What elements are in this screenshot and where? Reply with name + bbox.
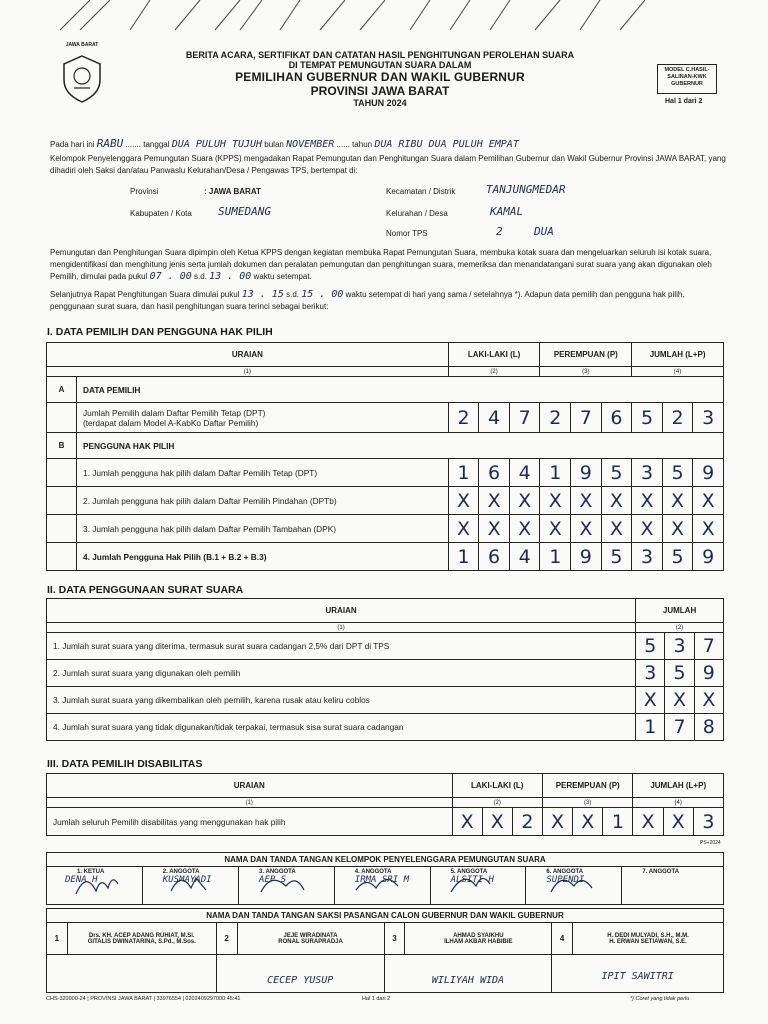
digit-box: 1 — [636, 714, 665, 741]
title-line-2: DI TEMPAT PEMUNGUTAN SUARA DALAM — [288, 60, 472, 70]
s1-a-title: DATA PEMILIH — [76, 377, 723, 403]
digit-box: X — [601, 487, 632, 515]
digit-box: X — [571, 487, 602, 515]
digit-box: X — [571, 515, 602, 543]
digit-box: X — [540, 515, 571, 543]
time1-start: 07 . 00 — [149, 271, 192, 282]
saksi-sign-2-name: CECEP YUSUP — [267, 975, 334, 986]
b2-label: 2. Jumlah pengguna hak pilih dalam Daftar Pemilih Pindahan (DPTb) — [76, 487, 448, 515]
kabupaten-value: SUMEDANG — [218, 205, 271, 218]
dpt-label: Jumlah Pemilih dalam Daftar Pemilih Tetap (DPT) — [82, 407, 266, 418]
digit-box: X — [693, 515, 724, 543]
digit-box: 5 — [632, 403, 663, 433]
section-3-code: PS+2024 — [700, 840, 721, 846]
digit-box: 9 — [571, 459, 602, 487]
digit-box: X — [633, 808, 663, 836]
saksi-signature-table — [46, 908, 724, 993]
digit-box: 5 — [601, 543, 632, 571]
document-title — [120, 50, 640, 108]
saksi-sign-4-name: IPIT SAWITRI — [601, 971, 674, 982]
saksi-no-4: 4 — [552, 923, 573, 955]
time1-sd: s.d. — [194, 272, 207, 281]
s2-col-jumlah: JUMLAH — [636, 599, 724, 623]
digit-box: X — [542, 808, 572, 836]
digit-box: X — [479, 487, 510, 515]
digit-box: X — [665, 687, 694, 714]
label-tanggal: tanggal — [143, 140, 170, 149]
digit-box: 5 — [601, 459, 632, 487]
saksi-pair-1 — [67, 923, 216, 955]
digit-box: 4 — [509, 543, 540, 571]
provinsi-label: Provinsi — [130, 187, 159, 196]
digit-box: 3 — [665, 633, 694, 660]
digit-box: 8 — [694, 714, 723, 741]
saksi-pair-1-name1: Drs. KH. ACEP ADANG RUHIAT, M.Si. — [88, 932, 195, 939]
kpps-signature-6 — [551, 880, 592, 892]
section-2-title: II. DATA PENGGUNAAN SURAT SUARA — [47, 584, 244, 596]
s1-a-label: A — [47, 377, 77, 403]
time1-suffix: waktu setempat. — [253, 272, 312, 281]
digit-box: 2 — [512, 808, 542, 836]
s2-row-1 — [47, 633, 724, 660]
digit-box: 6 — [479, 543, 510, 571]
dpt-label-cell — [76, 403, 448, 433]
label-pada-hari-ini: Pada hari ini — [50, 140, 95, 149]
kpps-role: 2. ANGGOTA — [162, 869, 200, 875]
saksi-title: NAMA DAN TANDA TANGAN SAKSI PASANGAN CALON GUBERNUR DAN WAKIL GUBERNUR — [47, 909, 724, 923]
model-box: MODEL C.HASIL-SALINAN-KWK GUBERNUR — [657, 64, 717, 94]
saksi-pair-2 — [237, 923, 384, 955]
s3-n3: (3) — [542, 798, 632, 808]
digit-box: 3 — [693, 808, 723, 836]
jawa-barat-logo — [56, 42, 108, 106]
digit-box: 1 — [540, 459, 571, 487]
label-bulan: bulan — [264, 140, 284, 149]
s1-n4: (4) — [632, 367, 724, 377]
b1-row — [47, 459, 724, 487]
digit-box: X — [601, 515, 632, 543]
counting-prefix: Selanjutnya Rapat Penghitungan Suara dimulai pukul — [50, 290, 240, 299]
digit-box: 7 — [509, 403, 540, 433]
time2-sd: s.d. — [286, 290, 299, 299]
digit-box: 9 — [693, 543, 724, 571]
procedure-paragraph — [50, 247, 730, 283]
section-3-table — [46, 773, 724, 836]
kelurahan-label: Kelurahan / Desa — [386, 209, 448, 218]
section-1-title: I. DATA PEMILIH DAN PENGGUNA HAK PILIH — [47, 326, 273, 338]
digit-box: X — [636, 687, 665, 714]
footer-left: CHS-320000-24 | PROVINSI JAWA BARAT | 33976554 | 0202409297000:45:41 — [46, 996, 241, 1002]
procedure-text: Pemungutan dan Penghitungan Suara dipimpin oleh Ketua KPPS dengan kegiatan membuka Rapat Pemungutan Suara, membuka kotak suara dan mengeluarkan seluruh isi kotak suara, mengidentifikasi dan menghitung jenis serta jumlah dokumen dan peralatan pemungutan dan penghitungan suara, memeriksa dan menandatangani surat suara yang akan digunakan oleh Pemilih, dimulai pada pukul — [50, 248, 712, 281]
s2-row-2-label: 2. Jumlah surat suara yang digunakan oleh pemilih — [47, 660, 636, 687]
counting-paragraph — [50, 289, 730, 313]
s1-col-l: LAKI-LAKI (L) — [448, 343, 540, 367]
time2-end: 15 . 00 — [301, 289, 344, 300]
tps-value: 2 — [496, 225, 503, 238]
kpps-signature-1 — [76, 880, 118, 894]
saksi-pair-4-name2: H. ERWAN SETIAWAN, S.E. — [609, 938, 687, 945]
kpps-name: DENA H — [65, 875, 98, 885]
title-line-1: BERITA ACARA, SERTIFIKAT DAN CATATAN HASIL PENGHITUNGAN PEROLEHAN SUARA — [185, 50, 575, 60]
s1-n2: (2) — [448, 367, 540, 377]
s3-col-lp: JUMLAH (L+P) — [633, 774, 724, 798]
digit-box: 5 — [636, 633, 665, 660]
digit-box: X — [448, 515, 479, 543]
s3-col-l: LAKI-LAKI (L) — [452, 774, 542, 798]
digit-box: 5 — [662, 459, 693, 487]
saksi-sign-3 — [384, 955, 552, 993]
saksi-pair-3 — [405, 923, 552, 955]
saksi-pair-3-name2: ILHAM AKBAR HABIBIE — [444, 938, 513, 945]
kpps-role: 4. ANGGOTA — [354, 869, 392, 875]
digit-box: X — [540, 487, 571, 515]
kpps-name: AEP S — [259, 875, 287, 885]
section-2-table — [46, 598, 724, 741]
digit-box: 1 — [448, 543, 479, 571]
s1-n1: (1) — [47, 367, 449, 377]
digit-box: X — [509, 487, 540, 515]
b3-row — [47, 515, 724, 543]
s1-col-lp: JUMLAH (L+P) — [632, 343, 724, 367]
digit-box: 4 — [509, 459, 540, 487]
saksi-sign-2 — [216, 955, 384, 993]
footer-right: *) Coret yang tidak perlu — [630, 996, 690, 1002]
digit-box: X — [479, 515, 510, 543]
title-line-3: PEMILIHAN GUBERNUR DAN WAKIL GUBERNUR — [235, 70, 525, 84]
kpps-title: NAMA DAN TANDA TANGAN KELOMPOK PENYELENGGARA PEMUNGUTAN SUARA — [47, 853, 724, 867]
digit-box: 9 — [694, 660, 723, 687]
kabupaten-label: Kabupaten / Kota — [130, 209, 192, 218]
kecamatan-label: Kecamatan / Distrik — [386, 187, 456, 196]
kpps-signature-2 — [171, 878, 206, 891]
s2-n2: (2) — [636, 623, 724, 633]
b2-row — [47, 487, 724, 515]
digit-box: 9 — [571, 543, 602, 571]
s1-b-label: B — [47, 433, 77, 459]
s2-row-1-label: 1. Jumlah surat suara yang diterima, termasuk surat suara cadangan 2,5% dari DPT di TPS — [47, 633, 636, 660]
s1-n3: (3) — [540, 367, 632, 377]
digit-box: 6 — [601, 403, 632, 433]
saksi-sign-4 — [552, 955, 724, 993]
s3-col-uraian: URAIAN — [47, 774, 453, 798]
s3-n4: (4) — [633, 798, 724, 808]
digit-box: 7 — [571, 403, 602, 433]
digit-box: 3 — [632, 459, 663, 487]
kpps-signature-4 — [356, 879, 398, 890]
tps-words: DUA — [534, 225, 554, 238]
kpps-name: IRMA SRI M — [354, 875, 409, 885]
digit-box: 5 — [662, 543, 693, 571]
digit-box: 3 — [632, 543, 663, 571]
logo-text: JAWA BARAT — [65, 42, 99, 48]
s3-col-p: PEREMPUAN (P) — [542, 774, 632, 798]
s2-n1: (1) — [47, 623, 636, 633]
hari-value: RABU — [96, 137, 124, 150]
s2-row-4-label: 4. Jumlah surat suara yang tidak digunakan/tidak terpakai, termasuk sisa surat suara cadangan — [47, 714, 636, 741]
saksi-sign-3-name: WILIYAH WIDA — [431, 975, 505, 986]
tps-label: Nomor TPS — [386, 229, 428, 238]
counting-suffix: waktu setempat di hari yang sama / setelahnya *). Adapun data pemilih dan pengguna hak pilih, penggunaan surat suara, dan hasil penghitungan suara terinci sebagai berikut: — [50, 290, 685, 311]
s2-row-3-label: 3. Jumlah surat suara yang dikembalikan oleh pemilih, karena rusak atau keliru coblos — [47, 687, 636, 714]
kpps-signature-3 — [261, 880, 304, 892]
digit-box: 7 — [694, 633, 723, 660]
saksi-pair-2-name2: RONAL SURAPRADJA — [278, 938, 343, 945]
s3-row — [47, 808, 724, 836]
saksi-pair-3-name1: AHMAD SYAIKHU — [453, 932, 504, 939]
label-tahun: tahun — [352, 140, 373, 149]
s3-n1: (1) — [47, 798, 453, 808]
digit-box: 4 — [479, 403, 510, 433]
digit-box: 5 — [665, 660, 694, 687]
footer-middle: Hal 1 dari 2 — [362, 996, 391, 1002]
b4-row — [47, 543, 724, 571]
digit-box: 7 — [665, 714, 694, 741]
s2-row-4 — [47, 714, 724, 741]
digit-box: 3 — [636, 660, 665, 687]
digit-box: X — [694, 687, 723, 714]
page-number: Hal 1 dari 2 — [665, 98, 703, 105]
intro-paragraph: Kelompok Penyelenggara Pemungutan Suara (KPPS) mengadakan Rapat Pemungutan dan Penghitungan Suara dalam Pemilihan Gubernur dan Wakil Gubernur Provinsi JAWA BARAT, yang dihadiri oleh Saksi dan/atau Panwaslu Kelurahan/Desa / Pengawas TPS, bertempat di: — [50, 154, 726, 175]
intro-date-line: Pada hari ini RABU ....... tanggal DUA PULUH TUJUH bulan NOVEMBER ...... tahun DUA RIBU DUA PULUH EMPAT — [50, 137, 519, 150]
kecamatan-value: TANJUNGMEDAR — [486, 183, 566, 196]
digit-box: X — [452, 808, 482, 836]
saksi-no-1: 1 — [47, 923, 68, 955]
s1-col-uraian: URAIAN — [47, 343, 449, 367]
tanggal-value: DUA PULUH TUJUH — [171, 139, 263, 150]
saksi-pair-1-name2: GITALIS DWINATARINA, S.Pd., M.Sos. — [87, 938, 196, 945]
digit-box: 6 — [479, 459, 510, 487]
kpps-role: 5. ANGGOTA — [450, 869, 488, 875]
kpps-signature-scribbles — [46, 866, 724, 906]
kpps-role: 3. ANGGOTA — [259, 869, 296, 875]
kpps-role: 1. KETUA — [77, 869, 105, 875]
saksi-pair-2-name1: JEJE WIRADINATA — [283, 932, 338, 939]
section-3-title: III. DATA PEMILIH DISABILITAS — [47, 758, 203, 770]
kpps-name: KUSMAYADI — [162, 875, 212, 885]
digit-box: X — [482, 808, 512, 836]
digit-box: 2 — [662, 403, 693, 433]
digit-box: X — [663, 808, 693, 836]
digit-box: 9 — [693, 459, 724, 487]
digit-box: 2 — [540, 403, 571, 433]
tahun-value: DUA RIBU DUA PULUH EMPAT — [374, 139, 519, 150]
s2-col-uraian: URAIAN — [47, 599, 636, 623]
saksi-sign-1 — [47, 955, 217, 993]
time1-end: 13 . 00 — [209, 271, 252, 282]
digit-box: 1 — [603, 808, 633, 836]
digit-box: 3 — [693, 403, 724, 433]
digit-box: X — [632, 515, 663, 543]
section-1-table — [46, 342, 724, 571]
kpps-name: SUPENDI — [546, 875, 585, 885]
b3-label: 3. Jumlah pengguna hak pilih dalam Daftar Pemilih Tambahan (DPK) — [76, 515, 448, 543]
title-line-5: TAHUN 2024 — [353, 98, 407, 108]
digit-box: 1 — [540, 543, 571, 571]
kpps-name: ALSITI H — [450, 875, 494, 885]
s2-row-3 — [47, 687, 724, 714]
saksi-no-2: 2 — [216, 923, 237, 955]
title-line-4: PROVINSI JAWA BARAT — [310, 84, 450, 98]
b1-label: 1. Jumlah pengguna hak pilih dalam Daftar Pemilih Tetap (DPT) — [76, 459, 448, 487]
kpps-role: 7. ANGGOTA — [642, 869, 680, 875]
digit-box: X — [662, 515, 693, 543]
digit-box: X — [632, 487, 663, 515]
saksi-pair-4 — [573, 923, 724, 955]
s2-row-2 — [47, 660, 724, 687]
saksi-pair-4-name1: H. DEDI MULYADI, S.H., M.M. — [607, 932, 689, 939]
kelurahan-value: KAMAL — [490, 205, 524, 218]
digit-box: 1 — [448, 459, 479, 487]
s1-b-title: PENGGUNA HAK PILIH — [76, 433, 723, 459]
digit-box: X — [573, 808, 603, 836]
bulan-value: NOVEMBER — [286, 139, 335, 150]
dpt-sub: (terdapat dalam Model A-KabKo Daftar Pemilih) — [82, 417, 259, 428]
s3-row-label: Jumlah seluruh Pemilih disabilitas yang menggunakan hak pilih — [47, 808, 453, 836]
digit-box: X — [509, 515, 540, 543]
s3-n2: (2) — [452, 798, 542, 808]
s1-col-p: PEREMPUAN (P) — [540, 343, 632, 367]
digit-box: X — [693, 487, 724, 515]
provinsi-value: : JAWA BARAT — [204, 187, 261, 196]
kpps-role: 6. ANGGOTA — [546, 869, 584, 875]
time2-start: 13 . 15 — [241, 289, 284, 300]
digit-box: 2 — [448, 403, 479, 433]
dpt-row — [47, 403, 724, 433]
saksi-no-3: 3 — [384, 923, 405, 955]
b4-label: 4. Jumlah Pengguna Hak Pilih (B.1 + B.2 + B.3) — [76, 543, 448, 571]
kpps-signature-5 — [451, 878, 490, 892]
digit-box: X — [448, 487, 479, 515]
digit-box: X — [662, 487, 693, 515]
top-strip-marks — [0, 0, 768, 40]
